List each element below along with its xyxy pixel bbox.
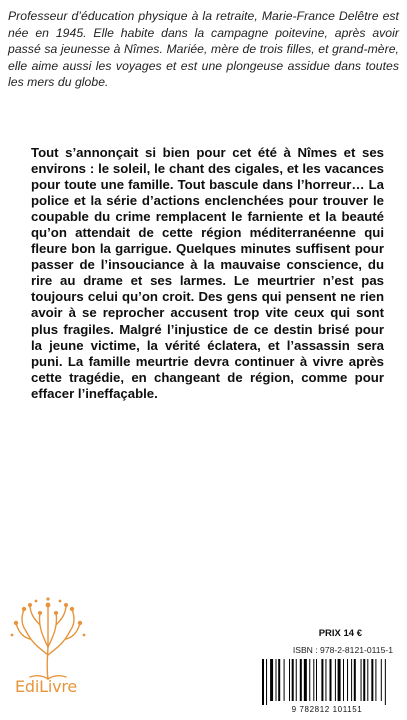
barcode-bar bbox=[266, 659, 267, 705]
barcode-bar bbox=[375, 659, 376, 701]
barcode-bar bbox=[292, 659, 294, 701]
barcode-bar bbox=[262, 659, 264, 705]
barcode-bar bbox=[304, 659, 307, 701]
barcode-bar bbox=[361, 659, 362, 701]
barcode-bar bbox=[330, 659, 332, 701]
publisher-name: EdiLivre bbox=[15, 677, 78, 696]
barcode-bar bbox=[347, 659, 348, 701]
barcode-bar bbox=[343, 659, 344, 701]
barcode-bar bbox=[321, 659, 323, 701]
isbn-label: ISBN : 978-2-8121-0115-1 bbox=[292, 645, 393, 655]
barcode-bar bbox=[309, 659, 310, 701]
barcode-bar bbox=[296, 659, 297, 701]
barcode-bar bbox=[289, 659, 290, 701]
barcode-bar bbox=[278, 659, 280, 701]
barcode-bar bbox=[367, 659, 368, 701]
tree-icon bbox=[8, 595, 88, 681]
barcode-bar bbox=[363, 659, 365, 701]
barcode-digits: 9 782812 101151 bbox=[291, 705, 363, 714]
barcode-bar bbox=[371, 659, 373, 701]
barcode-bar bbox=[335, 659, 336, 701]
barcode-bar bbox=[316, 659, 317, 701]
barcode-bar bbox=[325, 659, 326, 701]
author-bio: Professeur d’éducation physique à la retraite, Marie-France Delêtre est née en 1945. Elle habite dans la campagne poitevine, après avoir passé sa jeunesse à Nîmes. Mariée, mère de trois filles, et grand-mère, elle aime aussi les voyages et est une plongeuse assidue dans toutes les mers du globe. bbox=[8, 9, 399, 90]
barcode-bar bbox=[354, 659, 356, 701]
price-label: PRIX 14 € bbox=[318, 628, 362, 639]
barcode bbox=[258, 659, 396, 707]
book-summary: Tout s’annonçait si bien pour cet été à Nîmes et ses environs : le soleil, le chant des cigales, et les vacances pour toute une famille. Tout bascule dans l’horreur… La police et la série d’actions enclenchées pour trouver le coupable du crime remplacent le farniente et la beauté qu’on attendait de cette région méditerranéenne qui fleure bon la garrigue. Quelques minutes suffisent pour passer de l’insouciance à la mauvaise conscience, du rire au drame et ses larmes. Le meurtrier n’est pas toujours celui qu’on croit. Des gens qui pensent ne rien avoir à se reprocher accusent trop vite ceux qui sont plus fragiles. Malgré l’injustice de ce destin brisé pour la jeune victime, la vérité éclatera, et l’assassin sera puni. La famille meurtrie devra continuer à vivre après cette tragédie, en changeant de région, comme pour effacer l’ineffaçable. bbox=[31, 145, 384, 401]
barcode-bar bbox=[385, 659, 386, 705]
barcode-bar bbox=[284, 659, 285, 701]
barcode-bar bbox=[270, 659, 273, 701]
barcode-bar bbox=[300, 659, 302, 701]
barcode-bar bbox=[351, 659, 352, 701]
barcode-bar bbox=[381, 659, 382, 701]
barcode-bar bbox=[313, 659, 314, 701]
barcode-bar bbox=[276, 659, 277, 701]
publisher-logo bbox=[8, 595, 88, 715]
barcode-bar bbox=[338, 659, 341, 701]
